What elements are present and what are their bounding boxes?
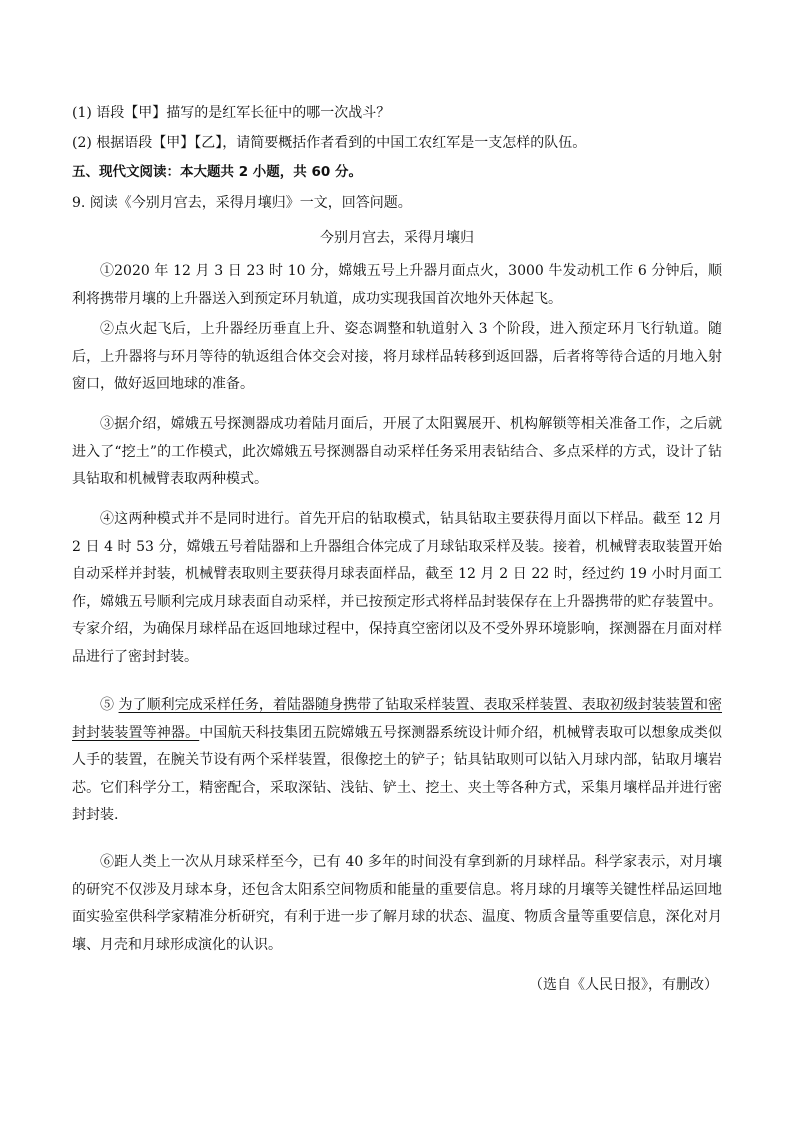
question-1: (1) 语段【甲】描写的是红军长征中的哪一次战斗？ (72, 105, 391, 121)
article-paragraph-4: ④这两种模式并不是同时进行。首先开启的钻取模式，钻具钻取主要获得月面以下样品。截至 12 月 2 日 4 时 53 分，嫦娥五号着陆器和上升器组合体完成了月球钻取采样及装。接着，机械臂表取装置开始自动采样并封装，机械臂表取则主要获得月球表面样品，截至 12 月 2 日 22 时，经过约 19 小时月面工作，嫦娥五号顺利完成月球表面自动采样，并已按预定形式将样品封装保存在上升器携带的贮存装置中。专家介绍，为确保月球样品在返回地球过程中，保持真空密闭以及不受外界环境影响，探测器在月面对样品进行了密封封装。 (72, 511, 722, 665)
question-2: (2) 根据语段【甲】【乙】，请简要概括作者看到的中国工农红军是一支怎样的队伍。 (72, 135, 587, 151)
underlined-sentence: 为了顺利完成采样任务，着陆器随身携带了钻取采样装置、表取采样装置、表取初级封装装置和密封封装装置等神器。 (72, 697, 723, 741)
article-paragraph-6: ⑥距人类上一次从月球采样至今，已有 40 多年的时间没有拿到新的月球样品。科学家表示，对月壤的研究不仅涉及月球本身，还包含太阳系空间物质和能量的重要信息。将月球的月壤等关键性样品运回地面实验室供科学家精准分析研究，有利于进一步了解月球的状态、温度、物质含量等重要信息，深化对月壤、月壳和月球形成演化的认识。 (72, 854, 722, 953)
article-paragraph-2: ②点火起飞后，上升器经历垂直上升、姿态调整和轨道射入 3 个阶段，进入预定环月飞行轨道。随后，上升器将与环月等待的轨返组合体交会对接，将月球样品转移到返回器，后者将等待合适的月地入射窗口，做好返回地球的准备。 (72, 321, 722, 393)
article-paragraph-1: ①2020 年 12 月 3 日 23 时 10 分，嫦娥五号上升器月面点火，3000 牛发动机工作 6 分钟后，顺利将携带月壤的上升器送入到预定环月轨道，成功实现我国首次地外天体起飞。 (72, 263, 722, 307)
question-9-prompt: 9. 阅读《今别月宫去，采得月壤归》一文，回答问题。 (72, 195, 412, 211)
section-heading-detail: 本大题共 2 小题，共 60 分。 (180, 164, 362, 180)
article-title: 今别月宫去，采得月壤归 (320, 230, 474, 246)
source-citation: （选自《人民日报》，有删改） (529, 977, 718, 993)
article-paragraph-5 (72, 692, 722, 830)
section-heading-label: 五、现代文阅读： (72, 164, 180, 180)
article-paragraph-3: ③据介绍，嫦娥五号探测器成功着陆月面后，开展了太阳翼展开、机构解锁等相关准备工作，之后就进入了“挖土”的工作模式，此次嫦娥五号探测器自动采样任务采用表钻结合、多点采样的方式，设计了钻具钻取和机械臂表取两种模式。 (72, 416, 722, 488)
paragraph-5-rest: 中国航天科技集团五院嫦娥五号探测器系统设计师介绍，机械臂表取可以想象成类似人手的装置，在腕关节设有两个采样装置，很像挖土的铲子；钻具钻取则可以钻入月球内部，钻取月壤岩芯。它们科学分工，精密配合，采取深钻、浅钻、铲土、挖土、夹土等各种方式，采集月壤样品并进行密封封装. (72, 724, 723, 824)
section-heading (72, 162, 722, 182)
paragraph-5-marker: ⑤ (100, 697, 119, 713)
